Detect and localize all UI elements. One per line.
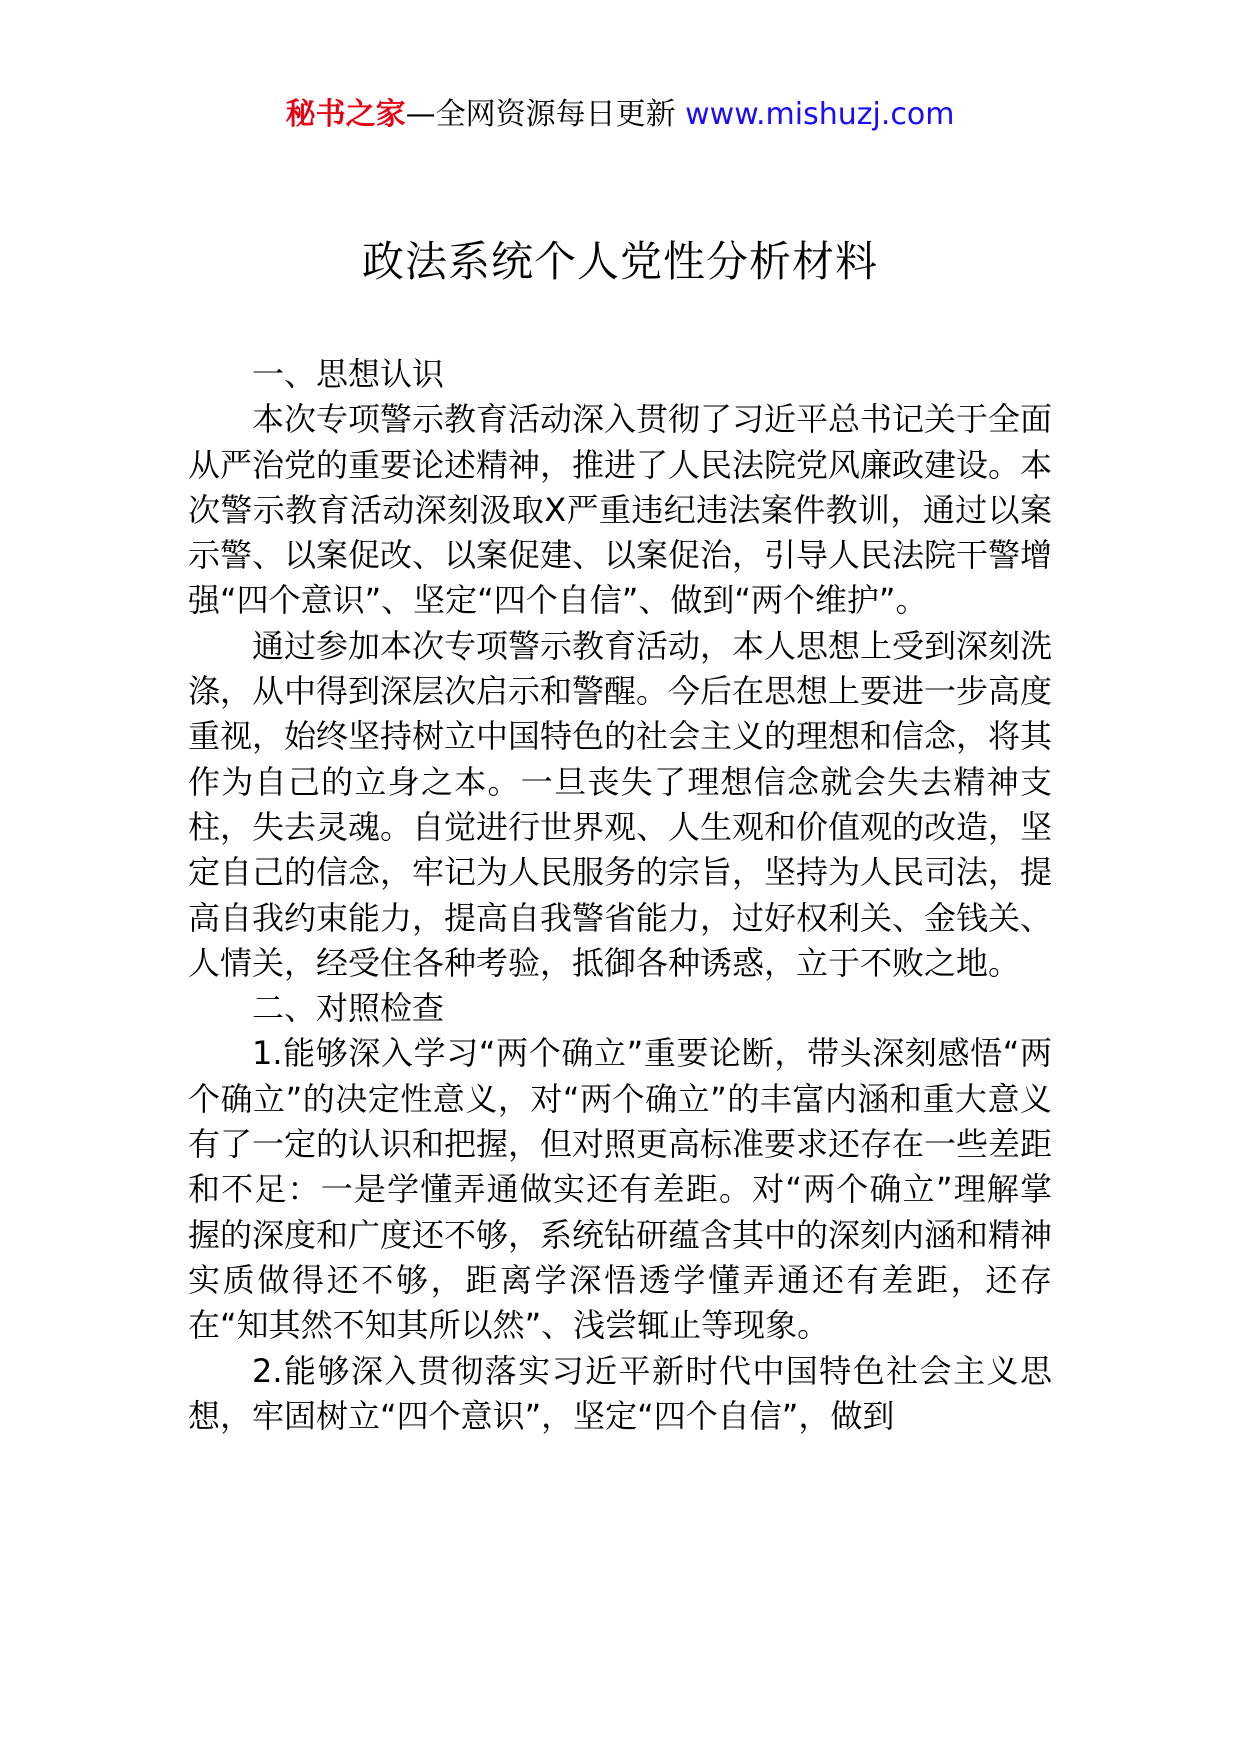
body-paragraph-4: 2.能够深入贯彻落实习近平新时代中国特色社会主义思想，牢固树立“四个意识”，坚定“四个自信”，做到 [188,1351,1052,1435]
section-heading-2: 二、对照检查 [252,989,445,1028]
site-header [0,95,1240,135]
document-body [188,352,1052,1439]
body-paragraph-1: 本次专项警示教育活动深入贯彻了习近平总书记关于全面从严治党的重要论述精神，推进了人民法院党风廉政建设。本次警示教育活动深刻汲取X严重违纪违法案件教训，通过以案示警、以案促改、以案促建、以案促治，引导人民法院干警增强“四个意识”、坚定“四个自信”、做到“两个维护”。 [188,400,1053,620]
body-paragraph-2: 通过参加本次专项警示教育活动，本人思想上受到深刻洗涤，从中得到深层次启示和警醒。今后在思想上要进一步高度重视，始终坚持树立中国特色的社会主义的理想和信念，将其作为自己的立身之本。一旦丧失了理想信念就会失去精神支柱，失去灵魂。自觉进行世界观、人生观和价值观的改造，坚定自己的信念，牢记为人民服务的宗旨，坚持为人民司法，提高自我约束能力，提高自我警省能力，过好权利关、金钱关、人情关，经受住各种考验，抵御各种诱惑，立于不败之地。 [188,626,1053,982]
site-slogan: —全网资源每日更新 [405,97,676,132]
section-heading-1: 一、思想认识 [252,355,445,393]
body-paragraph-3: 1.能够深入学习“两个确立”重要论断，带头深刻感悟“两个确立”的决定性意义，对“两个确立”的丰富内涵和重大意义有了一定的认识和把握，但对照更高标准要求还存在一些差距和不足：一是学懂弄通做实还有差距。对“两个确立”理解掌握的深度和广度还不够，系统钻研蕴含其中的深刻内涵和精神实质做得还不够，距离学深悟透学懂弄通还有差距，还存在“知其然不知其所以然”、浅尝辄止等现象。 [188,1034,1053,1345]
site-url-link[interactable]: www.mishuzj.com [685,97,955,132]
document-title: 政法系统个人党性分析材料 [361,237,878,286]
site-brand: 秘书之家 [285,97,406,132]
